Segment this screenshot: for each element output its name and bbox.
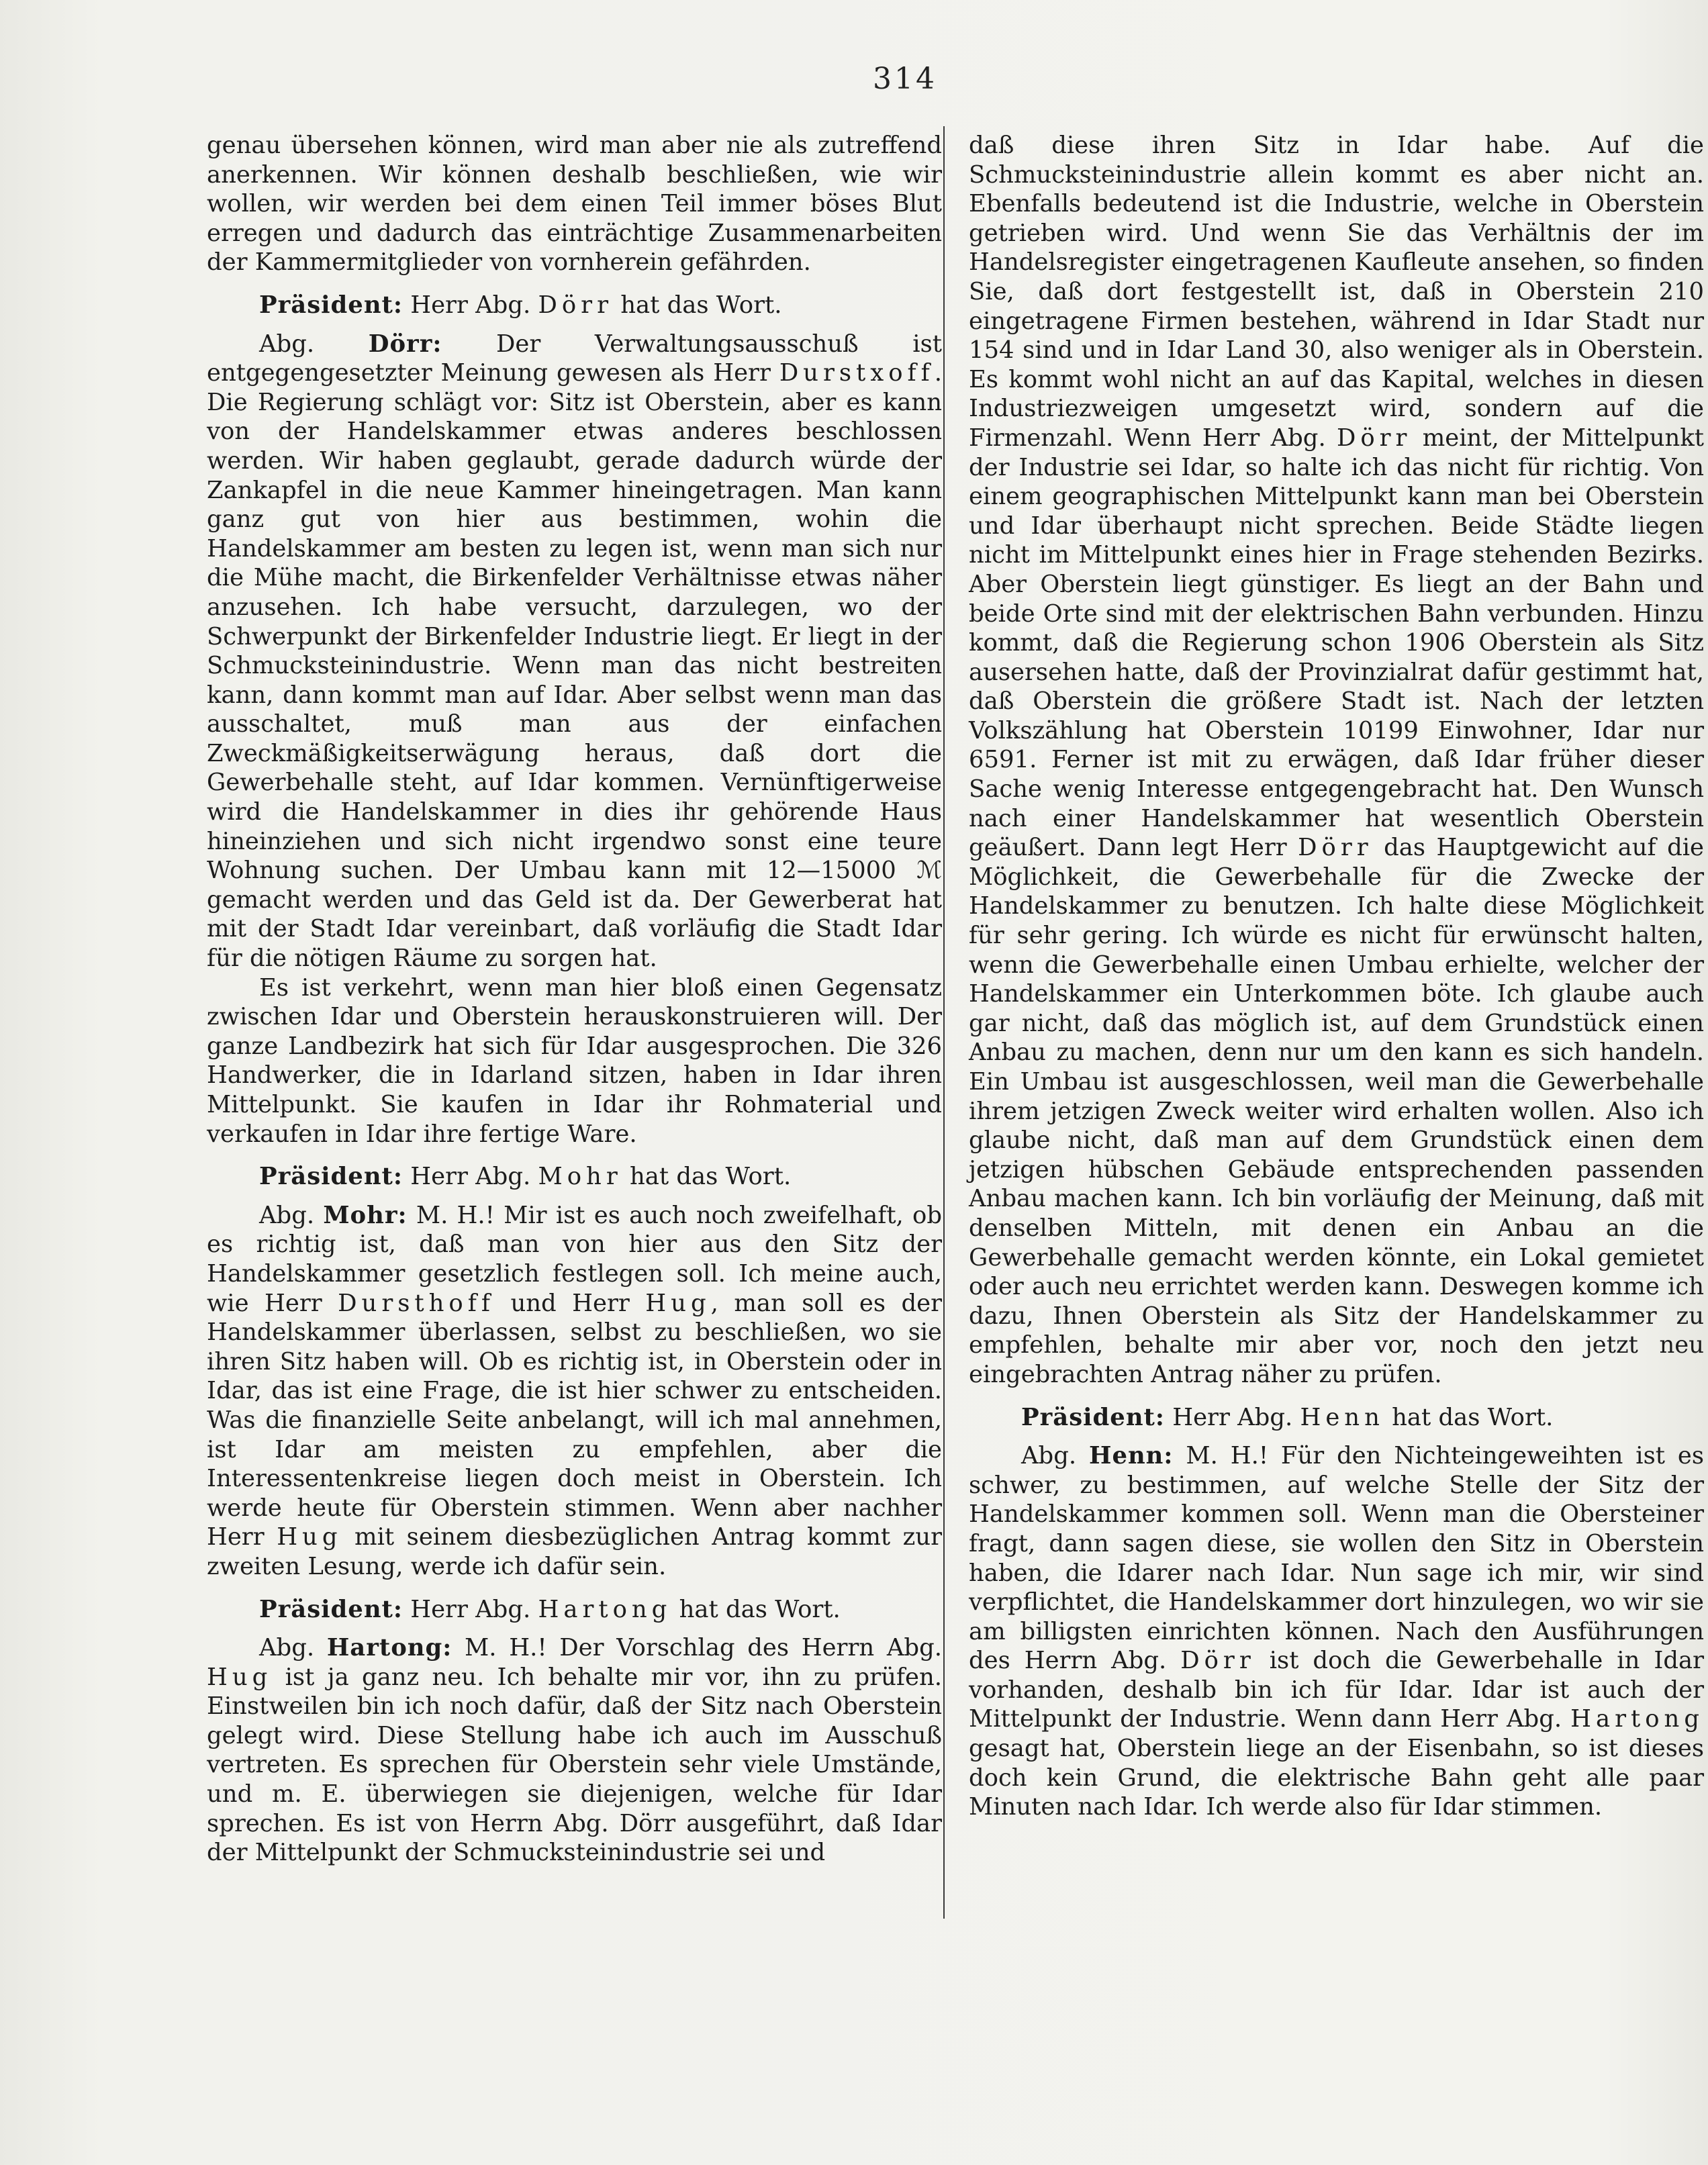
paragraph: genau übersehen können, wird man aber nie als zutreffend anerkennen. Wir können deshalb beschließen, wie wir wollen, wir werden bei dem einen Teil immer böses Blut erregen und dadurch das einträchtige Zusammenarbeiten der Kammermitglieder von vornherein gefährden.	[207, 132, 942, 277]
speaker-label: Präsident:	[1021, 1403, 1165, 1431]
person-name: Durstхoff	[779, 359, 935, 387]
speech-paragraph	[207, 1633, 942, 1868]
text-span: M. H.! Mir ist es auch noch zweifelhaft, ob es richtig ist, daß man von hier aus den Sitz der Handelskammer gesetzlich festlegen soll. Ich meine auch, wie Herr	[207, 1201, 942, 1317]
speaker-label: Präsident:	[259, 1595, 403, 1623]
speaker-name: Henn:	[1089, 1442, 1174, 1470]
text-span: hat das Wort.	[671, 1595, 841, 1623]
person-name: Hartong	[1570, 1705, 1704, 1733]
person-name: Hug	[207, 1663, 273, 1691]
speaker-name: Henn	[1300, 1403, 1384, 1431]
speaker-name: Hartong	[538, 1595, 672, 1623]
person-name: Dursthoff	[338, 1289, 495, 1317]
text-span: Herr Abg.	[402, 1595, 538, 1623]
person-name: Hug	[277, 1523, 342, 1551]
right-column	[969, 131, 1704, 1822]
text-span: , man soll es der Handelskammer überlassen, selbst zu beschließen, wo sie ihren Sitz haben will. Ob es richtig ist, in Oberstein oder in Idar, das ist eine Frage, die ist hier schwer zu entscheiden. Was die finanzielle Seite anbelangt, will ich mal annehmen, ist Idar am meisten zu empfehlen, aber die Interessentenkreise liegen doch meist in Oberstein. Ich werde heute für Oberstein stimmen. Wenn aber nachher Herr	[207, 1289, 942, 1551]
speaker-announcement	[207, 1162, 942, 1192]
speaker-label: Präsident:	[259, 1163, 403, 1191]
person-name: Dörr	[1336, 424, 1412, 452]
text-span: daß diese ihren Sitz in Idar habe. Auf die Schmucksteinindustrie allein kommt es aber nicht an. Ebenfalls bedeutend ist die Industrie, welche in Oberstein getrieben wird. Und wenn Sie das Verhältnis der im Handelsregister eingetragenen Kaufleute ansehen, so finden Sie, daß dort festgestellt ist, daß in Oberstein 210 eingetragene Firmen bestehen, während in Idar Stadt nur 154 sind und in Idar Land 30, also weniger als in Oberstein. Es kommt wohl nicht an auf das Kapital, welches in diesen Industriezweigen umgesetzt wird, sondern auf die Firmenzahl. Wenn Herr Abg.	[969, 132, 1704, 452]
person-name: Hug	[645, 1289, 711, 1317]
speaker-announcement	[207, 1595, 942, 1625]
left-column	[207, 131, 942, 1868]
page-number: 314	[873, 62, 937, 96]
speaker-name: Dörr:	[368, 330, 442, 358]
speech-paragraph	[207, 1201, 942, 1582]
column-divider	[943, 126, 945, 1919]
text-span: mit seinem diesbezüglichen Antrag kommt zur zweiten Lesung, werde ich dafür sein.	[207, 1523, 942, 1580]
speaker-name: Mohr	[538, 1163, 622, 1191]
text-span: das Hauptgewicht auf die Möglichkeit, die Gewerbehalle für die Zwecke der Handelskammer zu benutzen. Ich halte diese Möglichkeit für sehr gering. Ich würde es nicht für erwünscht halten, wenn die Gewerbehalle einen Umbau erhielte, welcher der Handelskammer ein Unterkommen böte. Ich glaube auch gar nicht, daß das möglich ist, auf dem Grundstück einen Anbau zu machen, denn nur um den kann es sich handeln. Ein Umbau ist ausgeschlossen, weil man die Gewerbehalle ihrem jetzigen Zweck weiter wird erhalten wollen. Also ich glaube nicht, daß man auf dem Grundstück einen dem jetzigen hübschen Gebäude entsprechenden passenden Anbau machen kann. Ich bin vorläufig der Meinung, daß mit denselben Mitteln, mit denen ein Anbau an die Gewerbehalle gemacht werden könnte, ein Lokal gemietet oder auch neu errichtet werden kann. Deswegen komme ich dazu, Ihnen Oberstein als Sitz der Handelskammer zu empfehlen, behalte mir aber vor, noch den jetzt neu eingebrachten Antrag näher zu prüfen.	[969, 834, 1704, 1388]
text-span: Abg.	[259, 330, 369, 358]
text-span: gesagt hat, Oberstein liege an der Eisenbahn, so ist dieses doch kein Grund, die elektrische Bahn geht alle paar Minuten nach Idar. Ich werde also für Idar stimmen.	[969, 1735, 1704, 1821]
speaker-name: Hartong:	[326, 1634, 453, 1662]
text-span: . Die Regierung schlägt vor: Sitz ist Oberstein, aber es kann von der Handelskammer etwas anderes beschlossen werden. Wir haben geglaubt, gerade dadurch würde der Zankapfel in die neue Kammer hineingetragen. Man kann ganz gut von hier aus bestimmen, wohin die Handelskammer am besten zu legen ist, wenn man sich nur die Mühe macht, die Birkenfelder Verhältnisse etwas näher anzusehen. Ich habe versucht, darzulegen, wo der Schwerpunkt der Birkenfelder Industrie liegt. Er liegt in der Schmucksteinindustrie. Wenn man das nicht bestreiten kann, dann kommt man auf Idar. Aber selbst wenn man das ausschaltet, muß man aus der einfachen Zweckmäßigkeitserwägung heraus, daß dort die Gewerbehalle steht, auf Idar kommen. Vernünftigerweise wird die Handelskammer in dies ihr gehörende Haus hineinziehen und sich nicht irgendwo sonst eine teure Wohnung suchen. Der Umbau kann mit 12—15000 ℳ gemacht werden und das Geld ist da. Der Gewerberat hat mit der Stadt Idar vereinbart, daß vorläufig die Stadt Idar für die nötigen Räume zu sorgen hat.	[207, 359, 942, 973]
speaker-label: Präsident:	[259, 291, 403, 319]
paragraph: Es ist verkehrt, wenn man hier bloß einen Gegensatz zwischen Idar und Oberstein herauskonstruieren will. Der ganze Landbezirk hat sich für Idar ausgesprochen. Die 326 Handwerker, die in Idarland sitzen, haben in Idar ihren Mittelpunkt. Sie kaufen in Idar ihr Rohmaterial und verkaufen in Idar ihre fertige Ware.	[207, 973, 942, 1148]
text-span: Abg.	[259, 1634, 327, 1662]
person-name: Dörr	[1180, 1647, 1255, 1675]
text-span: Herr Abg.	[1164, 1403, 1300, 1431]
text-span: M. H.! Der Vorschlag des Herrn Abg.	[452, 1634, 942, 1662]
text-span: meint, der Mittelpunkt der Industrie sei Idar, so halte ich das nicht für richtig. Von einem geographischen Mittelpunkt kann man bei Oberstein und Idar überhaupt nicht sprechen. Beide Städte liegen nicht im Mittelpunkt eines hier in Frage stehenden Bezirks. Aber Oberstein liegt günstiger. Es liegt an der Bahn und beide Orte sind mit der elektrischen Bahn verbunden. Hinzu kommt, daß die Regierung schon 1906 Oberstein als Sitz ausersehen hatte, daß der Provinzialrat dafür gestimmt hat, daß Oberstein die größere Stadt ist. Nach der letzten Volkszählung hat Oberstein 10199 Einwohner, Idar nur 6591. Ferner ist mit zu erwägen, daß Idar früher dieser Sache wenig Interesse entgegengebracht hat. Den Wunsch nach einer Handelskammer hat wesentlich Oberstein geäußert. Dann legt Herr	[969, 424, 1704, 862]
speaker-announcement	[207, 291, 942, 320]
text-span: hat das Wort.	[613, 291, 782, 319]
text-span: und Herr	[494, 1289, 646, 1317]
person-name: Dörr	[1298, 834, 1373, 862]
text-span: Abg.	[1021, 1442, 1089, 1470]
text-span: hat das Wort.	[622, 1163, 792, 1191]
speech-paragraph	[969, 1441, 1704, 1822]
text-span: Herr Abg.	[402, 291, 538, 319]
speaker-announcement	[969, 1403, 1704, 1433]
text-span: Der Verwaltungsausschuß ist entgegengesetzter Meinung gewesen als Herr	[207, 330, 942, 387]
text-span: ist ja ganz neu. Ich behalte mir vor, ihn zu prüfen. Einstweilen bin ich noch dafür, daß der Sitz nach Oberstein gelegt wird. Diese Stellung habe ich auch im Ausschuß vertreten. Es sprechen für Oberstein sehr viele Umstände, und m. E. überwiegen sie diejenigen, welche für Idar sprechen. Es ist von Herrn Abg. Dörr ausgeführt, daß Idar der Mittelpunkt der Schmucksteinindustrie sei und	[207, 1663, 942, 1867]
speaker-name: Mohr:	[323, 1201, 408, 1229]
text-span: Herr Abg.	[402, 1163, 538, 1191]
text-span: ist doch die Gewerbehalle in Idar vorhanden, deshalb bin ich für Idar. Idar ist auch der Mittelpunkt der Industrie. Wenn dann Herr Abg.	[969, 1647, 1704, 1733]
text-span: M. H.! Für den Nichteingeweihten ist es schwer, zu bestimmen, auf welche Stelle der Sitz der Handelskammer kommen soll. Wenn man die Obersteiner fragt, dann sagen diese, sie wollen den Sitz in Oberstein haben, die Idarer nach Idar. Nun sage ich mir, wir sind verpflichtet, die Handelskammer dort hinzulegen, wo wir sie am billigsten einrichten können. Nach den Ausführungen des Herrn Abg.	[969, 1442, 1704, 1675]
speech-paragraph	[207, 330, 942, 973]
speaker-name: Dörr	[538, 291, 614, 319]
paragraph	[969, 131, 1704, 1390]
text-span: Abg.	[259, 1201, 324, 1229]
text-span: hat das Wort.	[1384, 1403, 1554, 1431]
